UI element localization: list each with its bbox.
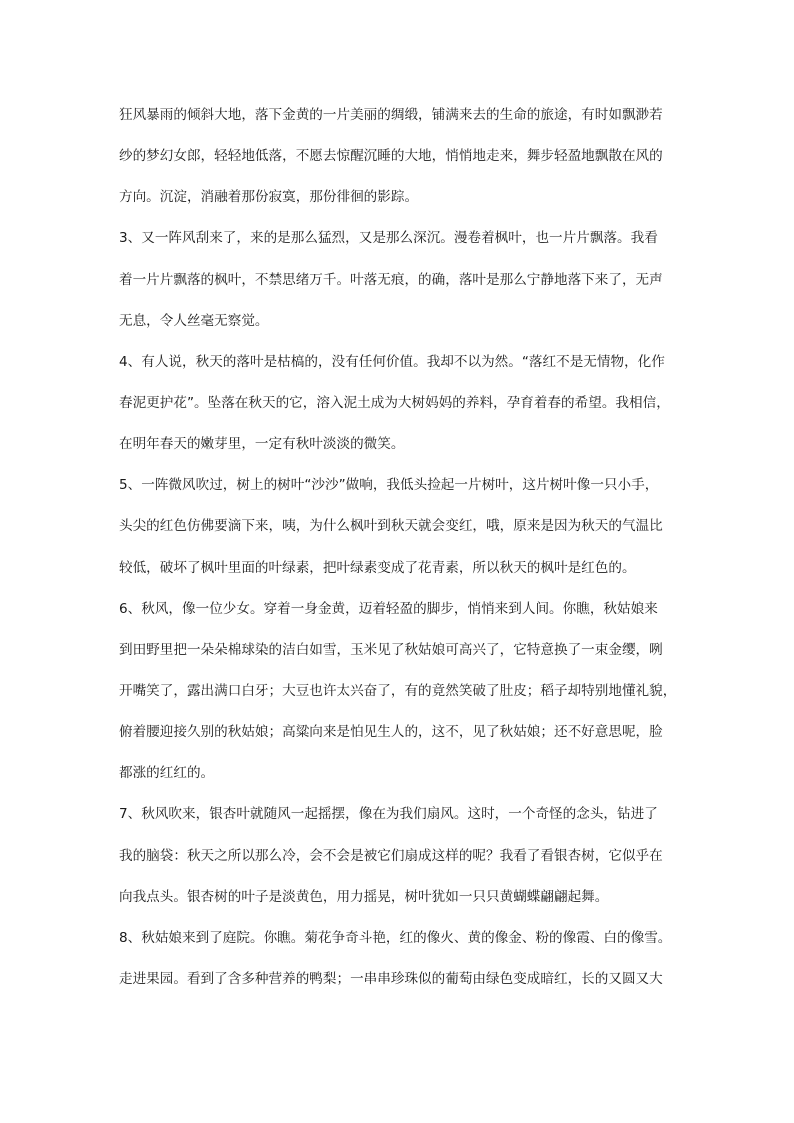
text-line: 方向。沉淀，消融着那份寂寞，那份徘徊的影踪。 bbox=[119, 189, 419, 206]
text-line: 无息，令人丝毫无察觉。 bbox=[119, 312, 269, 329]
text-line: 7、秋风吹来，银杏叶就随风一起摇摆，像在为我们扇风。这时，一个奇怪的念头，钻进了 bbox=[119, 806, 658, 823]
document-body bbox=[119, 102, 691, 1007]
text-line: 开嘴笑了，露出满口白牙；大豆也许太兴奋了，有的竟然笑破了肚皮；稻子却特别地懂礼貌， bbox=[119, 682, 677, 699]
text-line: 在明年春天的嫩芽里，一定有秋叶淡淡的微笑。 bbox=[119, 436, 405, 453]
text-line: 着一片片飘落的枫叶，不禁思绪万千。叶落无痕，的确，落叶是那么宁静地落下来了，无声 bbox=[119, 271, 663, 288]
text-line: 6、秋风，像一位少女。穿着一身金黄，迈着轻盈的脚步，悄悄来到人间。你瞧，秋姑娘来 bbox=[119, 600, 658, 617]
text-line: 俯着腰迎接久别的秋姑娘；高粱向来是怕见生人的，这不，见了秋姑娘；还不好意思呢，脸 bbox=[119, 724, 663, 741]
text-line: 较低，破坏了枫叶里面的叶绿素，把叶绿素变成了花青素，所以秋天的枫叶是红色的。 bbox=[119, 559, 636, 576]
text-line: 4、有人说，秋天的落叶是枯槁的，没有任何价值。我却不以为然。“落红不是无情物，化作 bbox=[119, 353, 665, 370]
text-line: 狂风暴雨的倾斜大地，落下金黄的一片美丽的绸缎，铺满来去的生命的旅途，有时如飘渺若 bbox=[119, 107, 663, 123]
text-line: 头尖的红色仿佛要滴下来，咦，为什么枫叶到秋天就会变红，哦，原来是因为秋天的气温比 bbox=[119, 518, 663, 535]
text-line: 3、又一阵风刮来了，来的是那么猛烈，又是那么深沉。漫卷着枫叶，也一片片飘落。我看 bbox=[119, 230, 658, 247]
text-line: 都涨的红红的。 bbox=[119, 765, 215, 782]
text-line: 向我点头。银杏树的叶子是淡黄色，用力摇晃，树叶犹如一只只黄蝴蝶翩翩起舞。 bbox=[119, 888, 609, 905]
text-line: 5、一阵微风吹过，树上的树叶“沙沙”做响，我低头捡起一片树叶，这片树叶像一只小手， bbox=[119, 477, 659, 494]
text-line: 走进果园。看到了含多种营养的鸭梨；一串串珍珠似的葡萄由绿色变成暗红，长的又圆又大 bbox=[119, 970, 663, 987]
text-line: 8、秋姑娘来到了庭院。你瞧。菊花争奇斗艳，红的像火、黄的像金、粉的像霞、白的像雪。 bbox=[119, 929, 672, 946]
text-line: 春泥更护花”。坠落在秋天的它，溶入泥土成为大树妈妈的养料，孕育着春的希望。我相信， bbox=[119, 394, 670, 411]
text-line: 我的脑袋：秋天之所以那么冷，会不会是被它们扇成这样的呢？我看了看银杏树，它似乎在 bbox=[119, 847, 663, 864]
text-line: 纱的梦幻女郎，轻轻地低落，不愿去惊醒沉睡的大地，悄悄地走来，舞步轻盈地飘散在风的 bbox=[119, 148, 663, 165]
text-line: 到田野里把一朵朵棉球染的洁白如雪，玉米见了秋姑娘可高兴了，它特意换了一束金缨，咧 bbox=[119, 641, 663, 658]
